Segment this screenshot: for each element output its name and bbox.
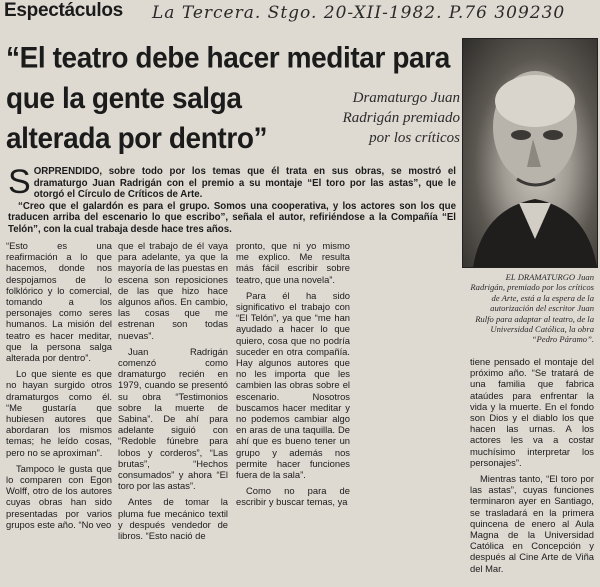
paragraph: Tampoco le gusta que lo comparen con Egon Wolff, otro de los autores cuyas obras han sido presentadas por varios grupos este año. “No veo	[6, 462, 112, 530]
paragraph: Juan Radrigán comenzó como dramaturgo recién en 1979, cuando se presentó su obra “Testimonios sobre la muerte de Sabina”. De ahí para adelante siguió con “Redoble fúnebre para lobos y corderos”, “Las brutas”, “Hechos consumados” y ahora “El toro por las astas”.	[118, 345, 228, 492]
paragraph: “Esto es una reafirmación a lo que hacemos, donde nos despojamos de lo folklórico y lo comercial, tomando a los personajes como seres humanos. La misión del teatro es hacer meditar, que la persona salga alterada por dentro”.	[6, 240, 112, 364]
lead-paragraphs	[8, 163, 456, 235]
portrait-photo	[462, 38, 598, 268]
subheadline-line-2: Radrigán premiado	[342, 110, 460, 126]
paragraph: Lo que siente es que no hayan surgido otros dramaturgos como él. “Me gustaría que hubiesen autores que abordaran los mismos temas; he leído cosas, pero no se aproximan”.	[6, 368, 112, 458]
subheadline-line-1: Dramaturgo Juan	[352, 90, 460, 106]
photo-caption: EL DRAMATURGO Juan Radrigán, premiado por los críticos de Arte, está a la espera de la autorización del escritor Juan Rulfo para adaptar al teatro, de la Universidad Católica, la obra “Pedro Páramo”.	[470, 272, 594, 345]
subheadline-line-3: por los críticos	[369, 130, 460, 146]
body-column-4	[470, 356, 594, 579]
paragraph: pronto, que ni yo mismo me explico. Me resulta más fácil escribir sobre teatro, que una novela”.	[236, 240, 350, 285]
paragraph: Antes de tomar la pluma fue mecánico textil y después vendedor de libros. “Esto nació de	[118, 496, 228, 542]
paragraph: Para él ha sido significativo el trabajo con “El Telón”, ya que “me han ayudado a hacer lo que quiero, cosa que no podría suceder en otra compañía. Hay algunos autores que no les importa que les cambien las obras sobre el escenario. Nosotros buscamos hacer meditar y no podemos cambiar algo en aras de una taquilla. De ahí que es bueno tener un grupo y además nos permite hacer funciones fuera de la sala”.	[236, 289, 350, 481]
lead-paragraph-2: “Creo que el galardón es para el grupo. Somos una cooperativa, y los actores son los que traducen arriba del escenario lo que escribo”, señala el autor, refiriéndose a la Compañía “El Telón”, con la cual trabaja desde hace tres años.	[8, 200, 456, 235]
headline-line-1: “El teatro debe hacer meditar para	[6, 41, 450, 75]
headline-line-2: que la gente salga	[6, 81, 242, 115]
body-column-3	[236, 240, 350, 513]
lead-paragraph-1: ORPRENDIDO, sobre todo por los temas que él trata en sus obras, se mostró el dramaturgo Juan Radrigán con el premio a su montaje “El toro por las astas”, que le otorgó el Círculo de Críticos de Arte.	[33, 166, 456, 200]
headline-line-3: alterada por dentro”	[6, 121, 268, 155]
body-column-2	[118, 240, 228, 546]
section-label: Espectáculos	[4, 0, 123, 21]
handwritten-source-note: La Tercera. Stgo. 20-XII-1982. P.76 309230	[152, 3, 566, 23]
paragraph: Como no para de escribir y buscar temas, ya	[236, 485, 350, 508]
drop-cap: S	[8, 163, 31, 201]
paragraph: Mientras tanto, “El toro por las astas”, cuyas funciones terminaron ayer en Santiago, se trasladará en la primera quincena de enero al Aula Magna de la Universidad Católica en Concepción y después al Cine Arte de Viña del Mar.	[470, 473, 594, 574]
portrait-illustration	[463, 39, 597, 267]
paragraph: tiene pensado el montaje del próximo año. “Se tratará de una familia que fabrica ataúdes para enfrentar la vida y la muerte. En el fondo son Dios y el diablo los que hacen las urnas. A los actores les va a costar muchísimo interpretar los personajes”.	[470, 356, 594, 468]
body-column-1	[6, 240, 112, 535]
subheadline	[330, 88, 460, 148]
paragraph: que el trabajo de él vaya para adelante, ya que la mayoría de las puestas en escena son reposiciones de las que hizo hace algunos años. En cambio, las cosas que me estrenan son todas nuevas”.	[118, 240, 228, 341]
